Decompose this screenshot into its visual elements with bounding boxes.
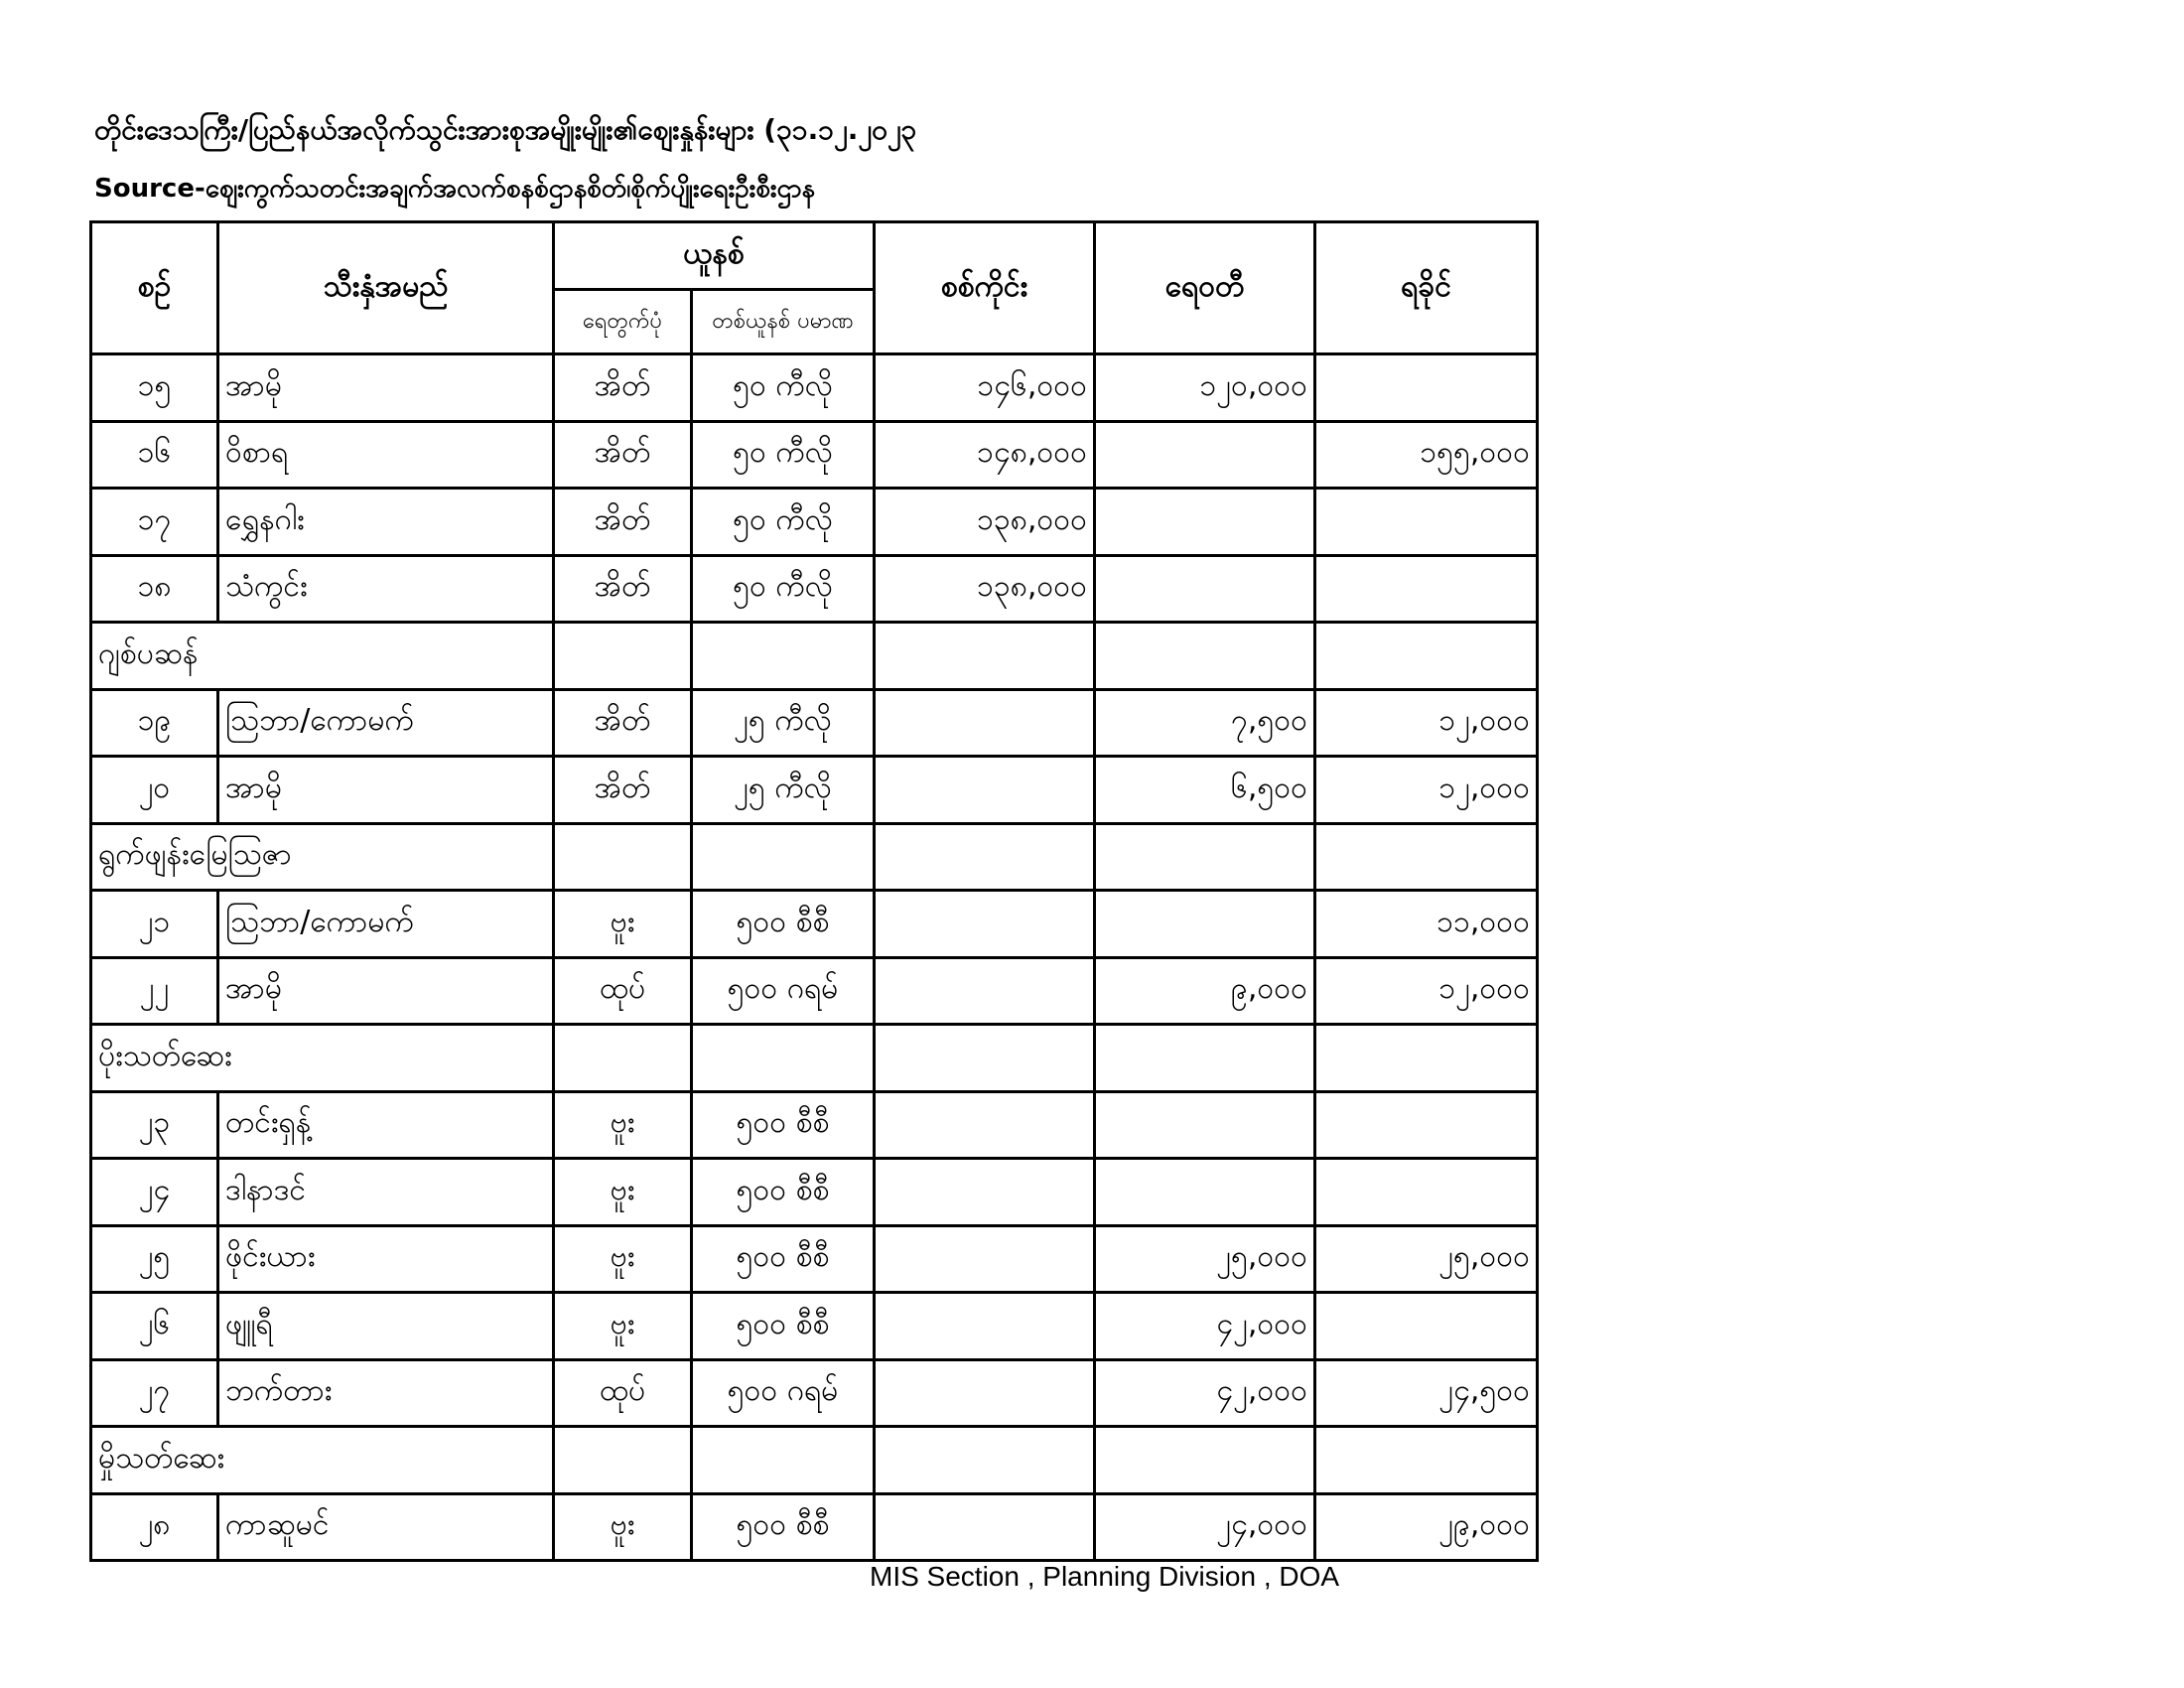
cell-name: ဖိုင်းယား [218, 1225, 554, 1293]
cell-rakhine-price: ၂၄,၅၀၀ [1315, 1359, 1538, 1427]
empty-cell [1095, 1025, 1315, 1092]
cell-rakhine-price: ၁၂,၀၀၀ [1315, 957, 1538, 1025]
cell-rakhine-price [1315, 1159, 1538, 1226]
cell-amount: ၂၅ ကီလို [692, 757, 875, 824]
table-row [91, 1225, 1538, 1293]
cell-amount: ၅၀၀ စီစီ [692, 1293, 875, 1360]
empty-cell [554, 1025, 692, 1092]
cell-yawati-price [1095, 1159, 1315, 1226]
cell-rakhine-price: ၂၅,၀၀၀ [1315, 1225, 1538, 1293]
table-row [91, 1359, 1538, 1427]
cell-amount: ၅၀၀ စီစီ [692, 891, 875, 958]
cell-no: ၂၃ [91, 1091, 218, 1159]
empty-cell [875, 1025, 1095, 1092]
cell-amount: ၅၀၀ စီစီ [692, 1159, 875, 1226]
cell-yawati-price: ၂၅,၀၀၀ [1095, 1225, 1315, 1293]
cell-container: အိတ် [554, 555, 692, 623]
cell-sagaing-price: ၁၄၆,၀၀၀ [875, 354, 1095, 422]
cell-rakhine-price: ၁၂,၀၀၀ [1315, 757, 1538, 824]
cell-sagaing-price [875, 757, 1095, 824]
cell-amount: ၅၀ ကီလို [692, 354, 875, 422]
cell-yawati-price: ၁၂၀,၀၀၀ [1095, 354, 1315, 422]
col-header-container: ရေတွက်ပုံ [554, 290, 692, 354]
table-row [91, 1159, 1538, 1226]
cell-no: ၁၈ [91, 555, 218, 623]
group-label: မှိုသတ်ဆေး [91, 1427, 554, 1494]
table-row [91, 1493, 1538, 1561]
cell-rakhine-price [1315, 555, 1538, 623]
cell-yawati-price [1095, 1091, 1315, 1159]
cell-name: ဒါနာဒင် [218, 1159, 554, 1226]
table-row [91, 421, 1538, 489]
cell-rakhine-price [1315, 489, 1538, 556]
cell-sagaing-price [875, 1493, 1095, 1561]
cell-no: ၁၇ [91, 489, 218, 556]
cell-name: အာမို [218, 757, 554, 824]
group-label: ပိုးသတ်ဆေး [91, 1025, 554, 1092]
cell-no: ၂၅ [91, 1225, 218, 1293]
cell-container: အိတ် [554, 757, 692, 824]
cell-container: ဗူး [554, 1225, 692, 1293]
cell-sagaing-price [875, 1159, 1095, 1226]
cell-sagaing-price [875, 1359, 1095, 1427]
cell-rakhine-price: ၁၁,၀၀၀ [1315, 891, 1538, 958]
empty-cell [1315, 823, 1538, 891]
page-title: တိုင်းဒေသကြီး/ပြည်နယ်အလိုက်သွင်းအားစုအမျိုးမျိုး၏ဈေးနှုန်းများ (၃၁.၁၂.၂၀၂၃ [94, 113, 917, 146]
group-label: ရွက်ဖျန်းမြေသြဇာ [91, 823, 554, 891]
empty-cell [1315, 1025, 1538, 1092]
empty-cell [1315, 623, 1538, 690]
empty-cell [692, 1427, 875, 1494]
table-row [91, 1091, 1538, 1159]
cell-name: ရွှေနဂါး [218, 489, 554, 556]
table-row [91, 354, 1538, 422]
col-header-amount: တစ်ယူနစ် ပမာဏ [692, 290, 875, 354]
cell-sagaing-price: ၁၃၈,၀၀၀ [875, 555, 1095, 623]
empty-cell [554, 823, 692, 891]
footer-credit: MIS Section , Planning Division , DOA [870, 1561, 1340, 1592]
col-header-yawati: ရေဝတီ [1095, 222, 1315, 354]
cell-name: ကာဆူမင် [218, 1493, 554, 1561]
cell-no: ၂၄ [91, 1159, 218, 1226]
col-header-no: စဉ် [91, 222, 218, 354]
cell-amount: ၅၀၀ စီစီ [692, 1091, 875, 1159]
empty-cell [1095, 1427, 1315, 1494]
empty-cell [1315, 1427, 1538, 1494]
cell-rakhine-price [1315, 1293, 1538, 1360]
cell-name: ဖျူရီ [218, 1293, 554, 1360]
cell-container: ဗူး [554, 891, 692, 958]
cell-no: ၁၆ [91, 421, 218, 489]
cell-amount: ၅၀၀ ဂရမ် [692, 1359, 875, 1427]
cell-container: ထုပ် [554, 957, 692, 1025]
cell-amount: ၅၀၀ စီစီ [692, 1225, 875, 1293]
cell-no: ၁၅ [91, 354, 218, 422]
cell-container: ထုပ် [554, 1359, 692, 1427]
table-row [91, 957, 1538, 1025]
table-row [91, 689, 1538, 757]
cell-no: ၂၈ [91, 1493, 218, 1561]
cell-yawati-price: ၄၂,၀၀၀ [1095, 1293, 1315, 1360]
cell-name: အာမို [218, 354, 554, 422]
empty-cell [554, 623, 692, 690]
cell-container: အိတ် [554, 421, 692, 489]
group-label: ဂျစ်ပဆန် [91, 623, 554, 690]
group-row [91, 623, 1538, 690]
cell-container: ဗူး [554, 1293, 692, 1360]
empty-cell [692, 1025, 875, 1092]
cell-yawati-price: ၇,၅၀၀ [1095, 689, 1315, 757]
cell-no: ၂၆ [91, 1293, 218, 1360]
cell-container: ဗူး [554, 1091, 692, 1159]
cell-no: ၁၉ [91, 689, 218, 757]
cell-name: တင်းရှန့် [218, 1091, 554, 1159]
source-line: Source-ဈေးကွက်သတင်းအချက်အလက်စနစ်ဌာနစိတ်၊စိုက်ပျိုးရေးဦးစီးဌာန [94, 174, 816, 204]
cell-yawati-price [1095, 489, 1315, 556]
cell-name: သြဘာ/ကောမက် [218, 891, 554, 958]
cell-sagaing-price [875, 957, 1095, 1025]
cell-yawati-price [1095, 555, 1315, 623]
cell-name: ဘက်တား [218, 1359, 554, 1427]
cell-container: အိတ် [554, 489, 692, 556]
group-row [91, 823, 1538, 891]
cell-sagaing-price: ၁၃၈,၀၀၀ [875, 489, 1095, 556]
cell-name: အာမို [218, 957, 554, 1025]
table-row [91, 555, 1538, 623]
price-table [89, 220, 1539, 1562]
empty-cell [875, 623, 1095, 690]
cell-sagaing-price [875, 1091, 1095, 1159]
cell-rakhine-price: ၁၅၅,၀၀၀ [1315, 421, 1538, 489]
empty-cell [875, 823, 1095, 891]
cell-yawati-price: ၆,၅၀၀ [1095, 757, 1315, 824]
cell-sagaing-price: ၁၄၈,၀၀၀ [875, 421, 1095, 489]
empty-cell [1095, 823, 1315, 891]
group-row [91, 1025, 1538, 1092]
table-body [91, 354, 1538, 1561]
cell-amount: ၅၀၀ စီစီ [692, 1493, 875, 1561]
cell-no: ၂၇ [91, 1359, 218, 1427]
cell-no: ၂၂ [91, 957, 218, 1025]
cell-container: ဗူး [554, 1159, 692, 1226]
empty-cell [1095, 623, 1315, 690]
cell-yawati-price: ၂၄,၀၀၀ [1095, 1493, 1315, 1561]
cell-rakhine-price [1315, 354, 1538, 422]
table-row [91, 489, 1538, 556]
empty-cell [875, 1427, 1095, 1494]
cell-container: အိတ် [554, 354, 692, 422]
cell-amount: ၂၅ ကီလို [692, 689, 875, 757]
col-header-name: သီးနှံအမည် [218, 222, 554, 354]
cell-yawati-price [1095, 891, 1315, 958]
cell-amount: ၅၀ ကီလို [692, 555, 875, 623]
cell-sagaing-price [875, 1293, 1095, 1360]
cell-no: ၂၀ [91, 757, 218, 824]
cell-yawati-price: ၉,၀၀၀ [1095, 957, 1315, 1025]
cell-sagaing-price [875, 891, 1095, 958]
cell-container: ဗူး [554, 1493, 692, 1561]
table-row [91, 1293, 1538, 1360]
cell-yawati-price: ၄၂,၀၀၀ [1095, 1359, 1315, 1427]
cell-rakhine-price: ၂၉,၀၀၀ [1315, 1493, 1538, 1561]
cell-sagaing-price [875, 689, 1095, 757]
cell-name: ဝိစာရ [218, 421, 554, 489]
cell-container: အိတ် [554, 689, 692, 757]
cell-rakhine-price: ၁၂,၀၀၀ [1315, 689, 1538, 757]
col-header-unit: ယူနစ် [554, 222, 875, 290]
cell-yawati-price [1095, 421, 1315, 489]
cell-amount: ၅၀ ကီလို [692, 421, 875, 489]
cell-rakhine-price [1315, 1091, 1538, 1159]
cell-name: သြဘာ/ကောမက် [218, 689, 554, 757]
cell-sagaing-price [875, 1225, 1095, 1293]
table-row [91, 891, 1538, 958]
header-row [91, 222, 1538, 290]
empty-cell [692, 623, 875, 690]
table-row [91, 757, 1538, 824]
col-header-sagaing: စစ်ကိုင်း [875, 222, 1095, 354]
col-header-rakhine: ရခိုင် [1315, 222, 1538, 354]
cell-amount: ၅၀ ကီလို [692, 489, 875, 556]
group-row [91, 1427, 1538, 1494]
empty-cell [692, 823, 875, 891]
empty-cell [554, 1427, 692, 1494]
cell-no: ၂၁ [91, 891, 218, 958]
cell-name: သံကွင်း [218, 555, 554, 623]
cell-amount: ၅၀၀ ဂရမ် [692, 957, 875, 1025]
